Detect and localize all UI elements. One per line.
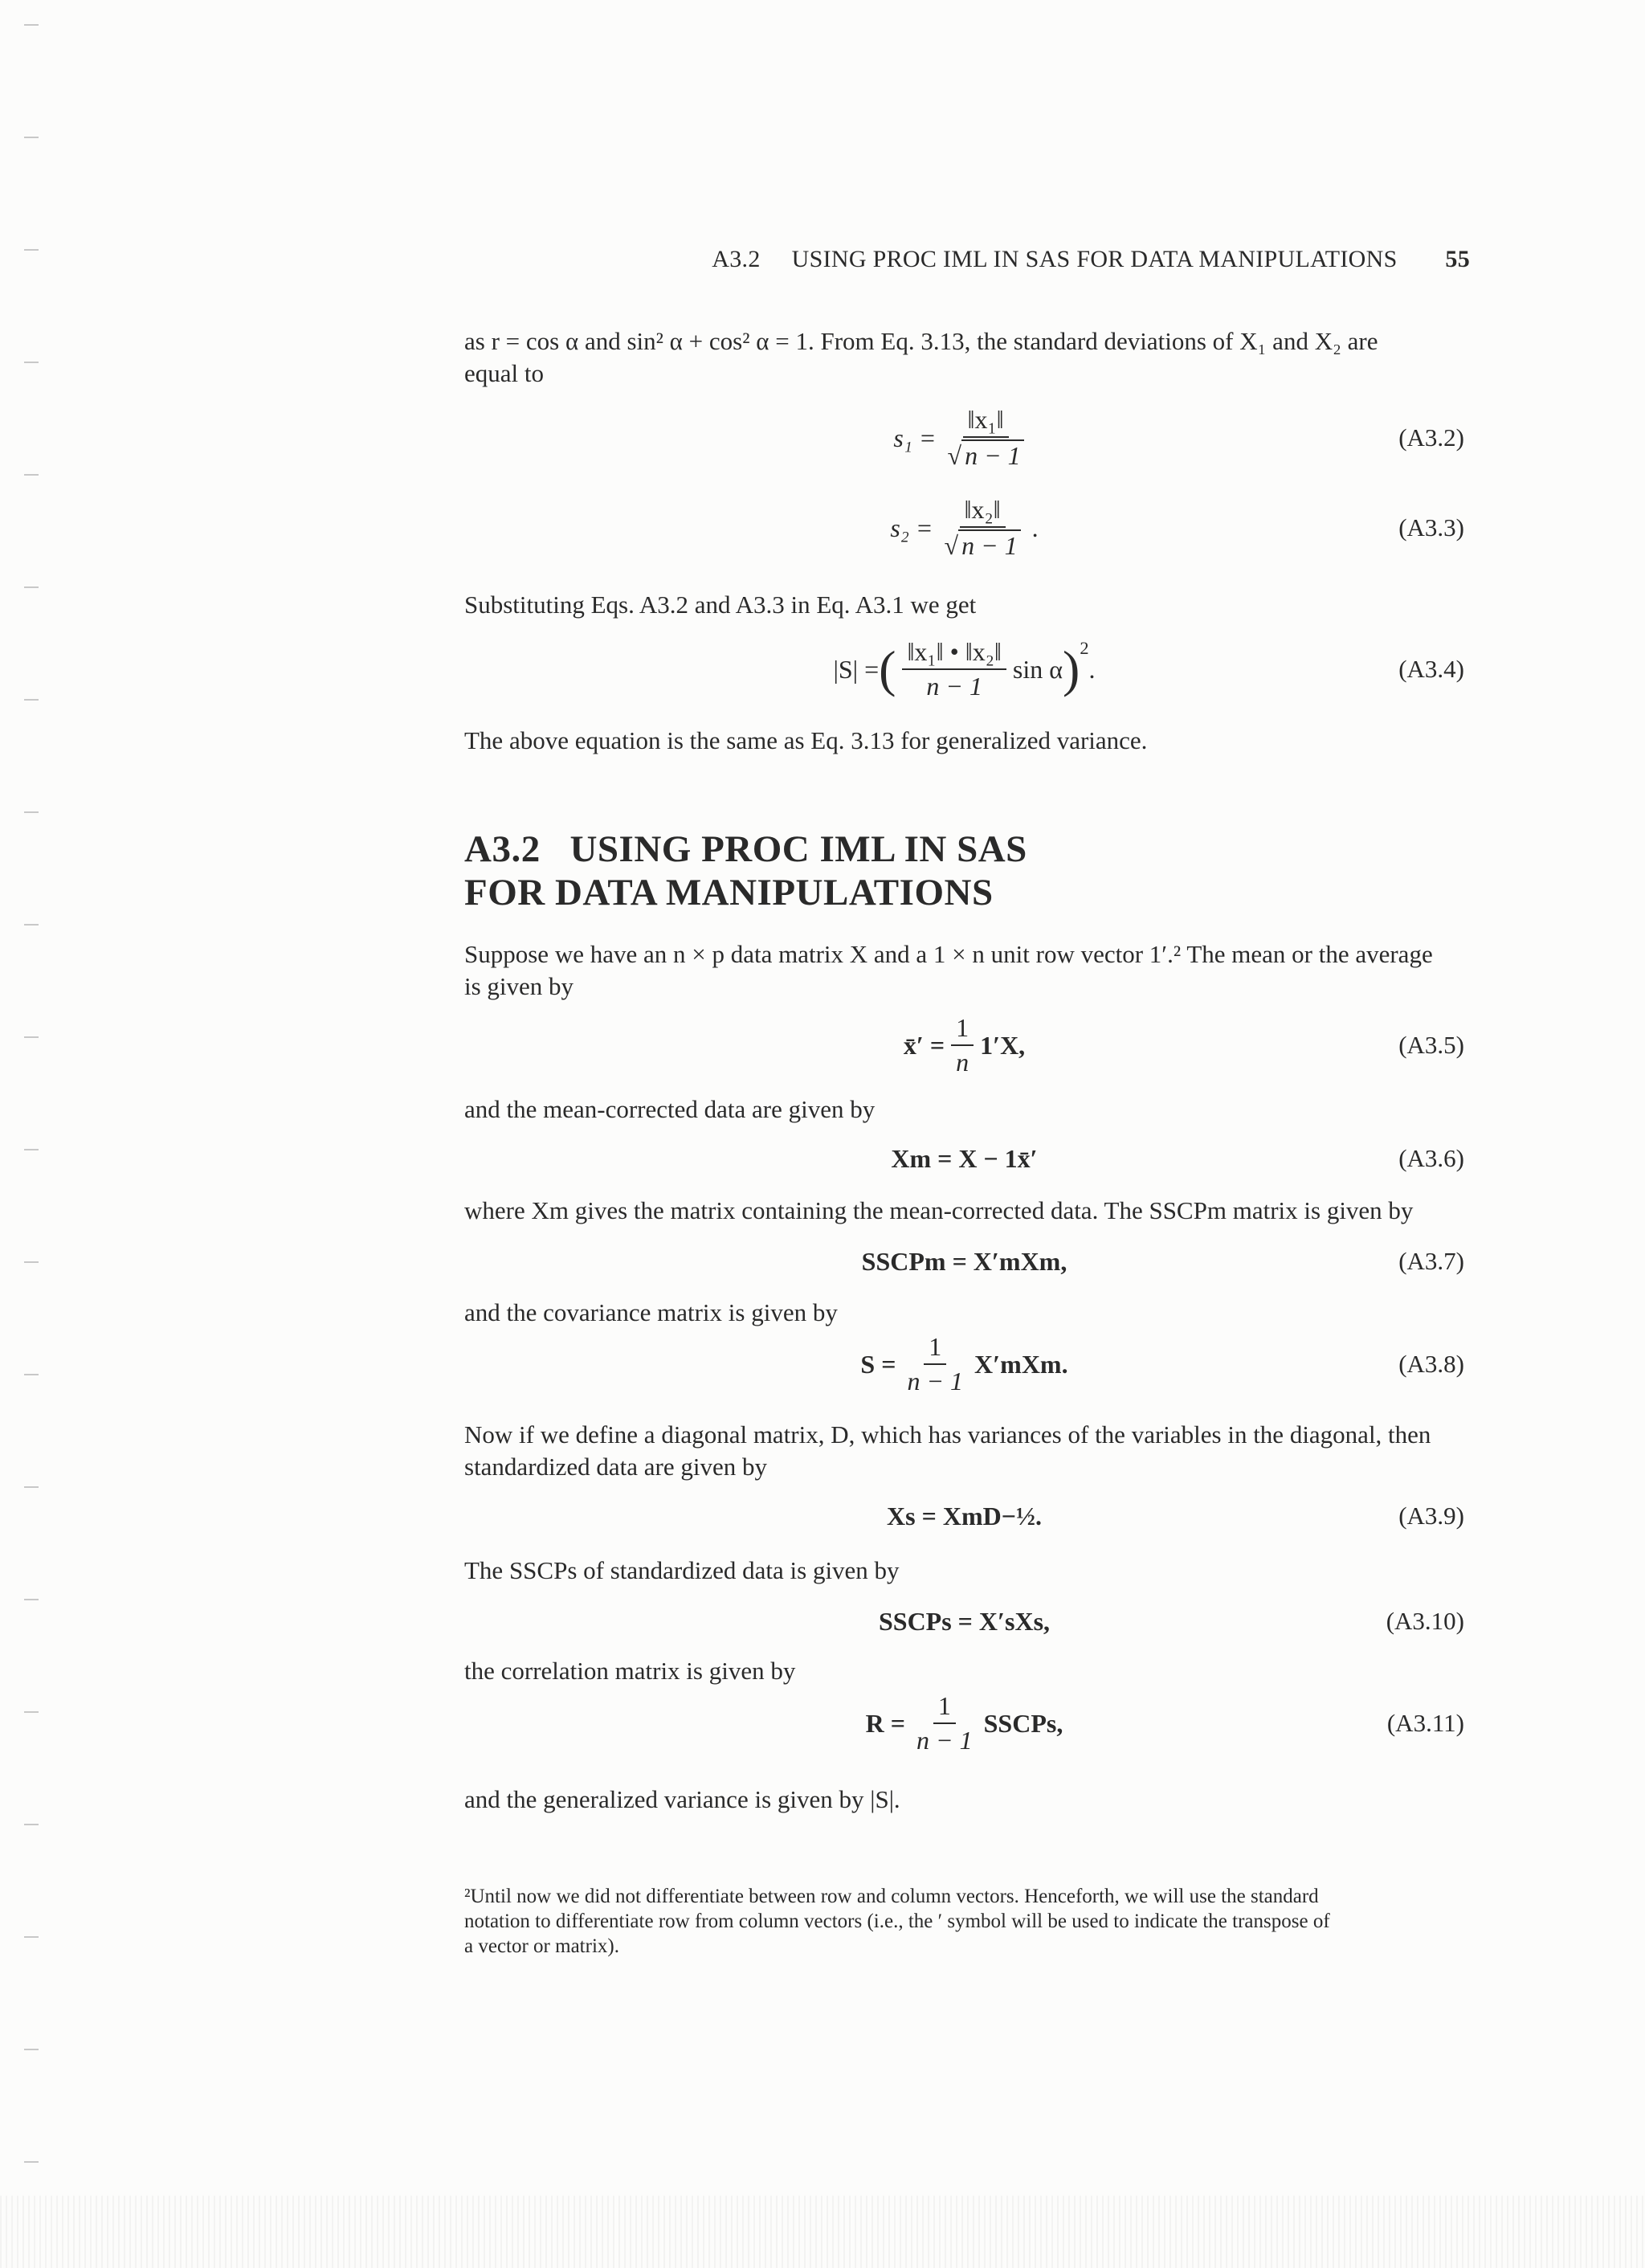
- equation-a3-11: [464, 1679, 1464, 1767]
- section-heading-line-2: FOR DATA MANIPULATIONS: [464, 872, 994, 913]
- suppose-line-1: Suppose we have an n × p data matrix X and a 1 × n unit row vector 1′.² The mean or the average: [464, 940, 1433, 968]
- eq-a3-9-body: Xs = XmD−½.: [887, 1501, 1042, 1530]
- eq-a3-8-denominator: n − 1: [907, 1367, 964, 1396]
- eq-a3-7-tag: (A3.7): [1398, 1247, 1464, 1275]
- eq-a3-8-lhs: S =: [860, 1349, 896, 1379]
- equation-a3-3: s₂ = $\frac{\text{‖x₂‖}}{√ n - 1}$ . (A3.3): [890, 495, 1464, 560]
- eq-a3-11-numerator: 1: [933, 1691, 956, 1724]
- eq-a3-11-rhs: SSCPs,: [983, 1708, 1063, 1738]
- substituting-paragraph: Substituting Eqs. A3.2 and A3.3 in Eq. A3.1 we get: [464, 590, 977, 619]
- equation-a3-7: [464, 1217, 1464, 1306]
- eq-a3-5-denominator: n: [956, 1048, 969, 1077]
- eq-a3-3-lhs: s₂ =: [890, 513, 933, 542]
- eq-a3-4-tag: (A3.4): [1398, 655, 1464, 683]
- eq-a3-2-tag: (A3.2): [1398, 423, 1464, 452]
- page-edge-marks: [24, 0, 40, 2268]
- eq-a3-2-lhs: s₁ =: [893, 423, 937, 452]
- now-line-2: standardized data are given by: [464, 1453, 767, 1481]
- section-heading-line-1: A3.2 USING PROC IML IN SAS: [464, 828, 1027, 870]
- mean-corrected-paragraph: and the mean-corrected data are given by: [464, 1095, 876, 1123]
- eq-a3-5-tag: (A3.5): [1398, 1031, 1464, 1059]
- eq-a3-10-body: SSCPs = X′sXs,: [878, 1606, 1051, 1636]
- running-head-section: A3.2: [712, 246, 761, 272]
- page-number: 55: [1445, 246, 1470, 272]
- eq-a3-4-denominator: n − 1: [926, 672, 982, 701]
- footnote: [464, 1884, 1464, 1959]
- correlation-paragraph: the correlation matrix is given by: [464, 1657, 796, 1685]
- eq-a3-8-tag: (A3.8): [1398, 1350, 1464, 1378]
- eq-a3-11-lhs: R =: [865, 1708, 906, 1738]
- equation-a3-9: [464, 1472, 1464, 1560]
- eq-a3-3-tag: (A3.3): [1398, 513, 1464, 541]
- intro-line-2: equal to: [464, 359, 544, 387]
- generalized-variance-paragraph: and the generalized variance is given by |S|.: [464, 1785, 900, 1813]
- eq-a3-6-body: Xm = X − 1x̄′: [891, 1143, 1038, 1173]
- eq-a3-9-tag: (A3.9): [1398, 1502, 1464, 1530]
- footnote-line-3: a vector or matrix).: [464, 1935, 619, 1957]
- footnote-line-2: notation to differentiate row from column vectors (i.e., the ′ symbol will be used to indicate the transpose of: [464, 1910, 1330, 1932]
- eq-a3-2-denominator: n − 1: [961, 439, 1024, 471]
- eq-a3-11-denominator: n − 1: [916, 1726, 973, 1755]
- equation-a3-5: [464, 1001, 1464, 1089]
- eq-a3-6-tag: (A3.6): [1398, 1144, 1464, 1172]
- eq-a3-3-tail: .: [1031, 513, 1039, 542]
- eq-a3-10-tag: (A3.10): [1386, 1607, 1464, 1635]
- equation-a3-4: |S| = ( $\frac{\text{‖x₁‖ • ‖x₂‖}}{n - 1}$ sin α ) $^2$ . (A3.4): [833, 637, 1464, 701]
- eq-a3-11-tag: (A3.11): [1386, 1709, 1464, 1737]
- running-head-title: USING PROC IML IN SAS FOR DATA MANIPULATIONS: [791, 246, 1398, 272]
- eq-a3-7-body: SSCPm = X′mXm,: [861, 1246, 1067, 1276]
- running-head: [0, 246, 1470, 273]
- eq-a3-8-rhs: X′mXm.: [974, 1349, 1068, 1379]
- scan-grain: [0, 2196, 1645, 2268]
- intro-line-1: as r = cos α and sin² α + cos² α = 1. From Eq. 3.13, the standard deviations of X₁ and X₂ are: [464, 327, 1378, 355]
- now-line-1: Now if we define a diagonal matrix, D, which has variances of the variables in the diagonal, then: [464, 1420, 1431, 1449]
- covariance-paragraph: and the covariance matrix is given by: [464, 1298, 838, 1326]
- where-xm-paragraph: where Xm gives the matrix containing the mean-corrected data. The SSCPm matrix is given by: [464, 1196, 1414, 1224]
- eq-a3-4-lhs: |S| =: [833, 654, 880, 684]
- eq-a3-4-numerator: ‖x₁‖ • ‖x₂‖: [902, 637, 1006, 670]
- sscps-paragraph: The SSCPs of standardized data is given by: [464, 1556, 900, 1584]
- section-heading: [464, 828, 1027, 914]
- eq-a3-5-lhs: x̄′ =: [903, 1030, 945, 1060]
- eq-a3-5-rhs: 1′X,: [980, 1030, 1026, 1060]
- eq-a3-8-numerator: 1: [924, 1332, 946, 1365]
- footnote-line-1: ²Until now we did not differentiate between row and column vectors. Henceforth, we will use the standard: [464, 1886, 1319, 1907]
- eq-a3-5-numerator: 1: [951, 1013, 974, 1046]
- suppose-line-2: is given by: [464, 972, 574, 1000]
- eq-a3-3-numerator: ‖x₂‖: [960, 495, 1006, 528]
- eq-a3-3-denominator: n − 1: [958, 529, 1021, 561]
- eq-a3-4-sin: sin α: [1012, 654, 1063, 684]
- eq-a3-4-tail: .: [1088, 654, 1096, 684]
- equation-a3-6: [464, 1114, 1464, 1203]
- equation-a3-2: s₁ = $\frac{\text{‖x₁‖}}{√ n - 1}$ (A3.2): [893, 405, 1464, 470]
- above-paragraph: The above equation is the same as Eq. 3.13 for generalized variance.: [464, 726, 1148, 754]
- equation-a3-8: [464, 1320, 1464, 1408]
- equation-a3-10: [464, 1577, 1464, 1665]
- eq-a3-2-numerator: ‖x₁‖: [963, 405, 1009, 438]
